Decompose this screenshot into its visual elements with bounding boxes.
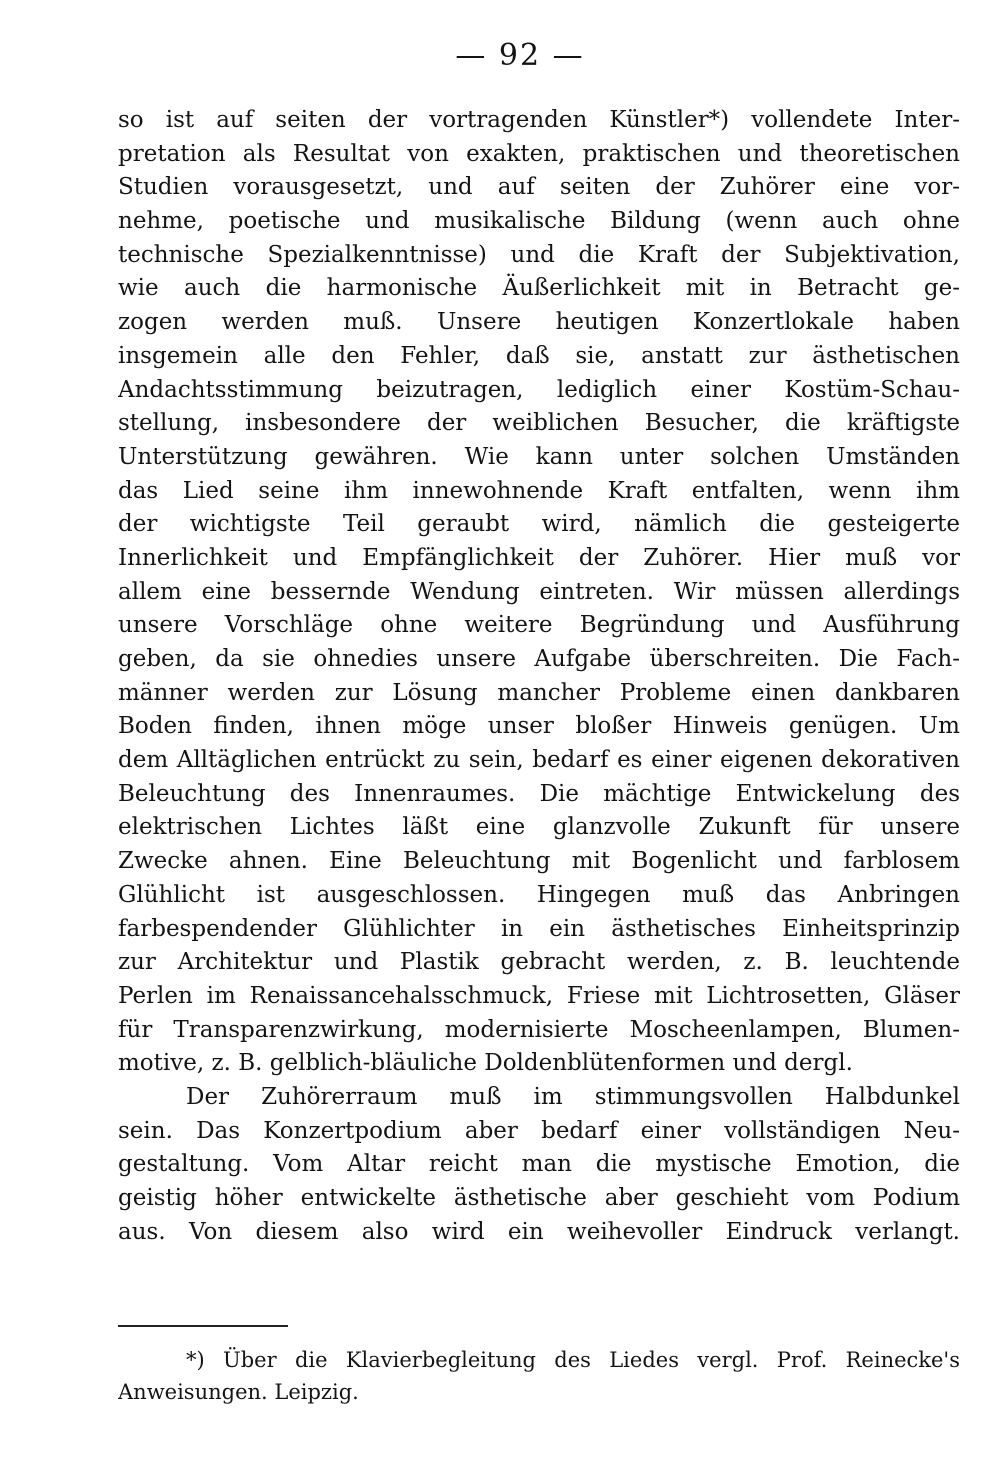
text-line: unsere Vorschläge ohne weitere Begründung und Ausführung xyxy=(118,612,960,639)
text-line: Glühlicht ist ausgeschlossen. Hingegen muß das Anbringen xyxy=(118,881,960,908)
text-line: aus. Von diesem also wird ein weihevoller Eindruck verlangt. xyxy=(118,1218,960,1245)
text-line: geben, da sie ohnedies unsere Aufgabe überschreiten. Die Fach- xyxy=(118,646,960,672)
text-line: das Lied seine ihm innewohnende Kraft entfalten, wenn ihm xyxy=(118,477,960,504)
text-line: pretation als Resultat von exakten, praktischen und theoretischen xyxy=(118,140,960,167)
text-line: technische Spezialkenntnisse) und die Kraft der Subjektivation, xyxy=(118,241,960,268)
footnote xyxy=(118,1344,960,1408)
text-line: Innerlichkeit und Empfänglichkeit der Zuhörer. Hier muß vor xyxy=(118,544,960,571)
text-line: sein. Das Konzertpodium aber bedarf einer vollständigen Neu- xyxy=(118,1117,960,1144)
body-text xyxy=(118,104,960,1249)
text-line: zur Architektur und Plastik gebracht werden, z. B. leuchtende xyxy=(118,949,960,976)
text-line: Perlen im Renaissancehalsschmuck, Friese mit Lichtrosetten, Gläser xyxy=(118,982,960,1009)
text-line: Boden finden, ihnen möge unser bloßer Hinweis genügen. Um xyxy=(118,713,960,740)
text-line: nehme, poetische und musikalische Bildung (wenn auch ohne xyxy=(118,208,960,235)
footnote-line: *) Über die Klavierbegleitung des Liedes vergl. Prof. Reinecke's xyxy=(186,1348,960,1372)
text-line: elektrischen Lichtes läßt eine glanzvolle Zukunft für unsere xyxy=(118,814,960,841)
text-line: insgemein alle den Fehler, daß sie, anstatt zur ästhetischen xyxy=(118,342,960,369)
text-line: für Transparenzwirkung, modernisierte Moscheenlampen, Blumen- xyxy=(118,1016,960,1043)
footnote-divider xyxy=(118,1325,288,1327)
footnote-line: Anweisungen. Leipzig. xyxy=(118,1380,359,1404)
text-line: Zwecke ahnen. Eine Beleuchtung mit Bogenlicht und farblosem xyxy=(118,848,960,875)
text-line: Studien vorausgesetzt, und auf seiten der Zuhörer eine vor- xyxy=(118,174,960,201)
text-line: geistig höher entwickelte ästhetische aber geschieht vom Podium xyxy=(118,1185,960,1211)
text-line: zogen werden muß. Unsere heutigen Konzertlokale haben xyxy=(118,309,960,336)
paragraph-start-line: Der Zuhörerraum muß im stimmungsvollen Halbdunkel xyxy=(186,1083,960,1110)
text-line: stellung, insbesondere der weiblichen Besucher, die kräftigste xyxy=(118,410,960,437)
text-line: gestaltung. Vom Altar reicht man die mystische Emotion, die xyxy=(118,1151,960,1178)
text-line: der wichtigste Teil geraubt wird, nämlich die gesteigerte xyxy=(118,511,960,538)
text-line: Unterstützung gewähren. Wie kann unter solchen Umständen xyxy=(118,443,960,470)
text-line: allem eine bessernde Wendung eintreten. Wir müssen allerdings xyxy=(118,578,960,605)
text-line: Andachtsstimmung beizutragen, lediglich einer Kostüm-Schau- xyxy=(118,376,960,403)
text-line: motive, z. B. gelblich-bläuliche Doldenblütenformen und dergl. xyxy=(118,1050,853,1077)
text-line: männer werden zur Lösung mancher Probleme einen dankbaren xyxy=(118,679,960,706)
text-line: so ist auf seiten der vortragenden Künstler*) vollendete Inter- xyxy=(118,107,960,133)
text-line: Beleuchtung des Innenraumes. Die mächtige Entwickelung des xyxy=(118,780,960,807)
text-line: farbespendender Glühlichter in ein ästhetisches Einheitsprinzip xyxy=(118,915,960,942)
text-line: dem Alltäglichen entrückt zu sein, bedarf es einer eigenen dekorativen xyxy=(118,747,960,774)
text-line: wie auch die harmonische Äußerlichkeit mit in Betracht ge- xyxy=(118,275,960,302)
page-number: — 92 — xyxy=(455,38,585,73)
